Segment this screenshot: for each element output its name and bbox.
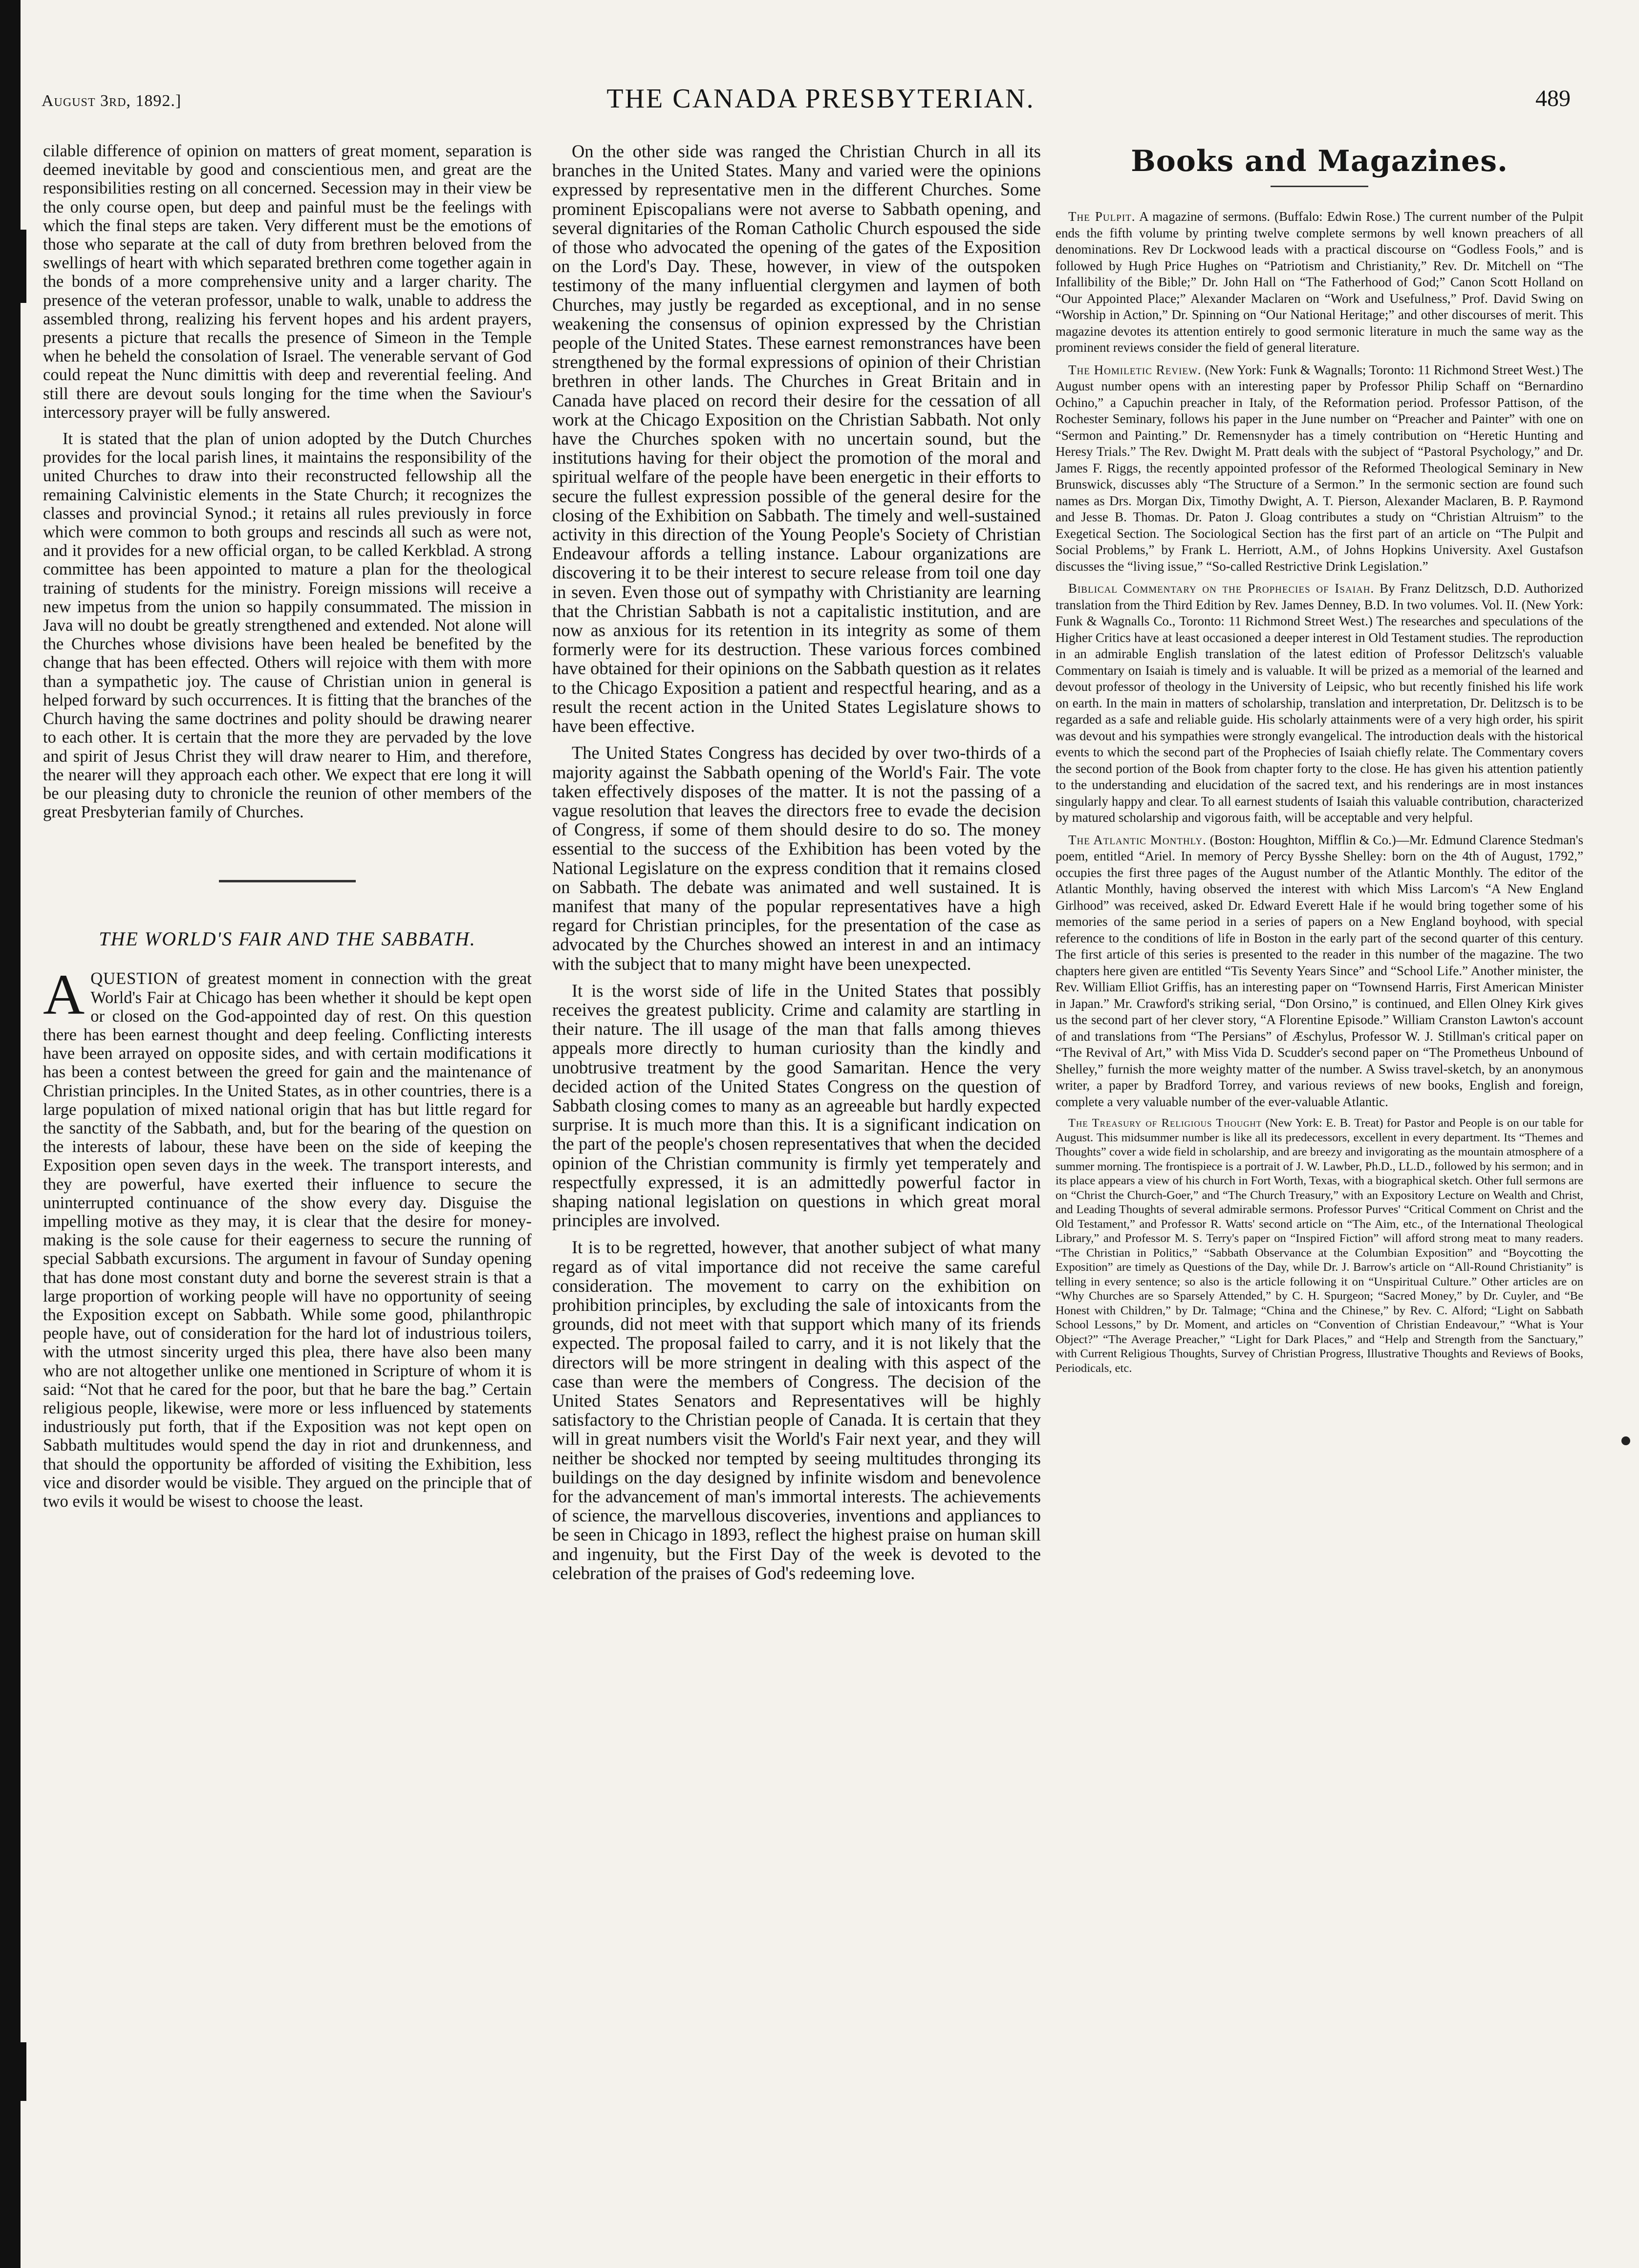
margin-dot: [1621, 1436, 1630, 1445]
review-text: A magazine of sermons. (Buffalo: Edwin Rose.) The current number of the Pulpit ends the fifth volume by printing twelve complete sermons by well known preachers of all denominations. Rev Dr Lockwood leads with a practical discourse on “Godless Fools,” and is followed by Hugh Price Hughes on “Patriotism and Christianity,” Rev. Dr. Mitchell on “The Infallibility of the Bible;” Dr. John Hall on “The Fatherhood of God;” Canon Scott Holland on “Our Appointed Place;” Alexander Maclaren on “Work and Usefulness,” Prof. David Swing on “Worship in Action,” Dr. Spinning on “Our National Heritage;” and other discourses of merit. This magazine devotes its attention entirely to good sermonic literature in much the same way as the prominent reviews consider the field of general literature.: [1056, 209, 1583, 355]
review-title: The Pulpit.: [1068, 209, 1136, 224]
review-entry: [1056, 362, 1583, 575]
lead-word: QUESTION: [90, 969, 179, 988]
column-middle: [552, 142, 1041, 2229]
review-entry: [1056, 209, 1583, 356]
column-left: [43, 142, 532, 2229]
paragraph: [43, 963, 532, 1511]
section-title: Books and Magazines.: [1056, 142, 1583, 187]
section-title: THE WORLD'S FAIR AND THE SABBATH.: [99, 928, 476, 950]
review-entry: [1056, 1116, 1583, 1375]
issue-date: August 3rd, 1892.]: [42, 92, 182, 110]
review-entry: [1056, 832, 1583, 1111]
column-right: [1056, 142, 1583, 2229]
paragraph: cilable difference of opinion on matters of great moment, separation is deemed inevitable by good and conscientious men, and great are the responsibilities resting on all concerned. Secession may in their view be the only course open, but deep and painful must be the feelings with which the final steps are taken. Very different must be the emotions of those who separate at the call of duty from brethren beloved from the swellings of heart with which separated brethren come together again in the bonds of a more comprehensive unity and a larger charity. The presence of the veteran professor, unable to walk, unable to address the assembled throng, realizing his fervent hopes and his ardent prayers, presents a picture that recalls the presence of Simeon in the Temple when he beheld the consolation of Israel. The venerable servant of God could repeat the Nunc dimittis with deep and reverential feeling. And still there are devout souls longing for the time when the Saviour's intercessory prayer will be fully answered.: [43, 142, 532, 422]
review-title: The Treasury of Religious Thought: [1068, 1116, 1262, 1130]
binding-notch: [19, 2042, 26, 2101]
page-header: [42, 73, 1600, 112]
review-title: The Homiletic Review.: [1068, 362, 1202, 377]
page-binding-edge: [0, 0, 21, 2268]
paragraph: It is to be regretted, however, that another subject of what many regard as of vital importance did not receive the same careful consideration. The movement to carry on the exhibition on prohibition principles, by excluding the sale of intoxicants from the grounds, did not meet with that support which many of its friends expected. The proposal failed to carry, and it is not likely that the directors will be more stringent in dealing with this aspect of the case than were the members of Congress. The decision of the United States Senators and Representatives will be highly satisfactory to the Christian people of Canada. It is certain that they will in great numbers visit the World's Fair next year, and they will neither be shocked nor tempted by seeing multitudes thronging its buildings on the day designed by infinite wisdom and benevolence for the advancement of man's immortal interests. The achievements of science, the marvellous discoveries, inventions and appliances to be seen in Chicago in 1893, reflect the highest praise on human skill and ingenuity, but the First Day of the week is devoted to the celebration of the praises of God's redeeming love.: [552, 1237, 1041, 1583]
review-title: The Atlantic Monthly.: [1068, 832, 1207, 847]
masthead: THE CANADA PRESBYTERIAN.: [606, 84, 1035, 114]
review-title: Biblical Commentary on the Prophecies of Isaiah.: [1068, 581, 1375, 596]
review-entry: [1056, 580, 1583, 826]
paragraph: The United States Congress has decided by over two-thirds of a majority against the Sabbath opening of the World's Fair. The vote taken effectively disposes of the matter. It is not the passing of a vague resolution that leaves the directors free to evade the decision of Congress, if some of them should desire to do so. The money essential to the success of the Exhibition has been voted by the National Legislature on the express condition that it remains closed on Sabbath. The debate was animated and well sustained. It is manifest that many of the popular representatives have a high regard for Christian principles, for the presentation of the case as advocated by the Churches showed an interest in and an intimacy with the subject that to many might have been unexpected.: [552, 743, 1041, 974]
page-number: 489: [1535, 86, 1571, 111]
paragraph: It is stated that the plan of union adopted by the Dutch Churches provides for the local parish lines, it maintains the responsibility of the united Churches to draw into their reconstructed fellowship all the remaining Calvinistic elements in the State Church; it recognizes the classes and provincial Synod.; it retains all rules previously in force which were common to both groups and rescinds all such as were not, and it provides for a new official organ, to be called Kerkblad. A strong committee has been appointed to mature a plan for the theological training of students for the ministry. Foreign missions will receive a new impetus from the union so happily consummated. The mission in Java will no doubt be greatly strengthened and extended. Not alone will the Churches whose divisions have been healed be benefited by the change that has been effected. Others will rejoice with them with more than a sympathetic joy. The cause of Christian union in general is helped forward by such occurrences. It is fitting that the branches of the Church having the same doctrines and polity should be drawing nearer to each other. It is certain that the more they are pervaded by the love and spirit of Jesus Christ they will draw nearer to Him, and therefore, the nearer will they approach each other. We expect that ere long it will be our pleasing duty to chronicle the reunion of other members of the great Presbyterian family of Churches.: [43, 429, 532, 822]
section-divider: [219, 880, 356, 882]
binding-notch: [19, 230, 26, 303]
review-text: (Boston: Houghton, Mifflin & Co.)—Mr. Edmund Clarence Stedman's poem, entitled “Ariel. In memory of Percy Bysshe Shelley: born on the 4th of August, 1792,” occupies the first three pages of the August number of the Atlantic Monthly. The editor of the Atlantic Monthly, having observed the interest with which Miss Larcom's “A New England Girlhood” was received, asked Dr. Edward Everett Hale if he would bring together some of his memories of the same period in a series of papers on a New England boyhood, with special reference to the conditions of life in Boston in the early part of the second quarter of this century. The first article of this series is presented to the reader in this number of the magazine. The two chapters here given are entitled “Tis Seventy Years Since” and “School Life.” Another minister, the Rev. William Elliot Griffis, has an interesting paper on “Townsend Harris, First American Minister in Japan.” Mr. Crawford's striking serial, “Don Orsino,” is continued, and Ellen Olney Kirk gives us the second part of her clever story, “A Florentine Episode.” William Cranston Lawton's account of and translations from “The Persians” of Æschylus, Professor W. J. Stillman's critical paper on “The Revival of Art,” with Miss Vida D. Scudder's second paper on “The Prometheus Unbound of Shelley,” furnish the more weighty matter of the number. A Swiss travel-sketch, by an anonymous writer, a paper by Bradford Torrey, and various reviews of new books, English and foreign, complete a very valuable number of the ever-valuable Atlantic.: [1056, 832, 1583, 1109]
paragraph: It is the worst side of life in the United States that possibly receives the greatest publicity. Crime and calamity are startling in their nature. The ill usage of the man that falls among thieves appeals more directly to human curiosity than the kindly and unobtrusive treatment by the good Samaritan. Hence the very decided action of the United States Congress on the question of Sabbath closing comes to many as an agreeable but hardly expected surprise. It is much more than this. It is a significant indication on the part of the people's chosen representatives that when the decided opinion of the Christian community is firmly yet temperately and respectfully expressed, it is an admittedly powerful factor in shaping national legislation on questions in which great moral principles are involved.: [552, 980, 1041, 1231]
drop-cap: A: [43, 963, 85, 1027]
paragraph: On the other side was ranged the Christian Church in all its branches in the United States. Many and varied were the opinions expressed by representative men in the different Churches. Some prominent Episcopalians were not averse to Sabbath opening, and several dignitaries of the Roman Catholic Church espoused the side of those who advocated the opening of the gates of the Exposition on the Lord's Day. These, however, in view of the outspoken testimony of the many influential clergymen and laymen of both Churches, may justly be regarded as exceptional, and in no sense weakening the consensus of opinion expressed by the Christian people of the United States. These earnest remonstrances have been strengthened by the formal expressions of opinion of their Christian brethren in other lands. The Churches in Great Britain and in Canada have placed on record their desire for the cessation of all work at the Chicago Exposition on the Christian Sabbath. Not only have the Churches spoken with no uncertain sound, but the institutions having for their object the promotion of the moral and spiritual welfare of the people have been energetic in their efforts to secure the fullest expression possible of the general desire for the closing of the Exhibition on Sabbath. The timely and well-sustained activity in this direction of the Young People's Society of Christian Endeavour affords a telling instance. Labour organizations are discovering it to be their interest to secure release from toil one day in seven. Even those out of sympathy with Christianity are learning that the Christian Sabbath is not a capitalistic institution, and are now as anxious for its retention in its integrity as some of them formerly were for its destruction. These various forces combined have obtained for their opinions on the Sabbath question as it relates to the Chicago Exposition a patient and respectful hearing, and as a result the recent action in the United States Legislature shows to have been effective.: [552, 142, 1041, 736]
review-text: (New York: Funk & Wagnalls; Toronto: 11 Richmond Street West.) The August number opens with an interesting paper by Professor Philip Schaff on “Bernardino Ochino,” a Capuchin preacher in Italy, of the Reformation period. Professor Pattison, of the Rochester Seminary, follows his paper in the June number on “Preacher and Painter” with one on “Sermon and Painting.” Dr. Remensnyder has a timely contribution on “Heretic Hunting and Heresy Trials.” The Rev. Dwight M. Pratt deals with the subject of “Pastoral Psychology,” and Dr. James F. Riggs, the recently appointed professor of the Reformed Theological Seminary in New Brunswick, discusses ably “The Structure of a Sermon.” In the sermonic section are found such names as Drs. Morgan Dix, Timothy Dwight, A. T. Pierson, Alexander Maclaren, B. P. Raymond and Jesse B. Thomas. Dr. Paton J. Gloag contributes a study on “Christian Altruism” to the Exegetical Section. The Sociological Section has the first part of an article on “The Pulpit and Social Problems,” by Frank L. Herriott, A.M., of Johns Hopkins University. Axel Gustafson discusses the “living issue,” “So-called Restrictive Drink Legislation.”: [1056, 362, 1583, 574]
paragraph-text: of greatest moment in connection with the great World's Fair at Chicago has been whether it should be kept open or closed on the God-appointed day of rest. On this question there has been earnest thought and deep feeling. Conflicting interests have been arrayed on opposite sides, and with certain modifications it has been a contest between the greed for gain and the maintenance of Christian principles. In the United States, as in other countries, there is a large population of mixed national origin that has but little regard for the sanctity of the Sabbath, and, but for the bearing of the question on the interests of labour, these have been on the side of keeping the Exposition open seven days in the week. The transport interests, and they are powerful, have exerted their influence to secure the uninterrupted continuance of the show every day. Disguise the impelling motive as they may, it is clear that the desire for money-making is the sole cause for their eagerness to secure the running of special Sabbath excursions. The argument in favour of Sunday opening that has done most constant duty and borne the severest strain is that a large proportion of working people will have no opportunity of seeing the Exposition except on Sabbath. While some good, philanthropic people have, out of consideration for the hard lot of industrious toilers, with the utmost sincerity urged this plea, there have also been many who are not altogether unlike one mentioned in Scripture of whom it is said: “Not that he cared for the poor, but that he bare the bag.” Certain religious people, likewise, were more or less influenced by statements industriously put forth, that if the Exposition was not kept open on Sabbath multitudes would spend the day in riot and drunkenness, and that should the opportunity be afforded of visiting the Exhibition, less vice and disorder would be visible. They argued on the principle that of two evils it would be wisest to choose the least.: [43, 969, 532, 1511]
review-text: (New York: E. B. Treat) for Pastor and People is on our table for August. This midsummer number is like all its predecessors, excellent in every department. Its “Themes and Thoughts” cover a wide field in scholarship, and are breezy and invigorating as the mountain atmosphere of a summer morning. The frontispiece is a portrait of J. W. Lawber, Ph.D., LL.D., followed by his sermon; and in its place appears a view of his church in Fort Worth, Texas, with a biographical sketch. Other full sermons are on “Christ the Church-Goer,” and “The Church Treasury,” with an Expository Lecture on Wealth and Christ, and Leading Thoughts of several admirable sermons. Professor Purves' “Critical Comment on Christ and the Old Testament,” and Professor R. Watts' second article on “The Aim, etc., of the International Theological Library,” and Professor M. S. Terry's paper on “Inspired Fiction” will afford strong meat to many readers. “The Christian in Politics,” “Sabbath Observance at the Columbian Exposition” and “Boycotting the Exposition” are timely as Questions of the Day, while Dr. J. Barrow's article on “All-Round Christianity” is telling in every sentence; so also is the article following it on “Unspiritual Culture.” Other articles are on “Why Churches are so Sparsely Attended,” by C. H. Spurgeon; “Sacred Money,” by Dr. Cuyler, and “Be Honest with Children,” by Dr. Talmage; “China and the Chinese,” by Rev. C. Alford; “Light on Sabbath School Lessons,” by Dr. Moment, and articles on “Convention of Christian Endeavour,” “What is Your Object?” “The Average Preacher,” “Light for Dark Places,” and “Help and Strength from the Sanctuary,” with Current Religious Thoughts, Survey of Christian Progress, Illustrative Thoughts and Reviews of Books, Periodicals, etc.: [1056, 1116, 1583, 1375]
review-text: By Franz Delitzsch, D.D. Authorized translation from the Third Edition by Rev. James Denney, B.D. In two volumes. Vol. II. (New York: Funk & Wagnalls Co., Toronto: 11 Richmond Street West.) The researches and speculations of the Higher Critics have at least occasioned a deeper interest in Old Testament studies. The reproduction in an admirable English translation of the latest edition of Professor Delitzsch's valuable Commentary on Isaiah is timely and is valuable. It will be prized as a memorial of the learned and devout professor of theology in the University of Leipsic, who but recently finished his life work on earth. In the main in matters of scholarship, translation and interpretation, Dr. Delitzsch is to be regarded as a safe and reliable guide. His scholarly attainments were of a very high order, his spirit was devout and his sympathies were strongly evangelical. The introduction deals with the historical events to which the second part of the Prophecies of Isaiah chiefly relate. The Commentary covers the second portion of the Book from chapter forty to the close. He has given his attention patiently to the understanding and elucidation of the sacred text, and his renderings are in most instances singularly happy and clear. To all earnest students of Isaiah this valuable contribution, characterized by matured scholarship and vigorous faith, will be acceptable and very helpful.: [1056, 581, 1583, 825]
